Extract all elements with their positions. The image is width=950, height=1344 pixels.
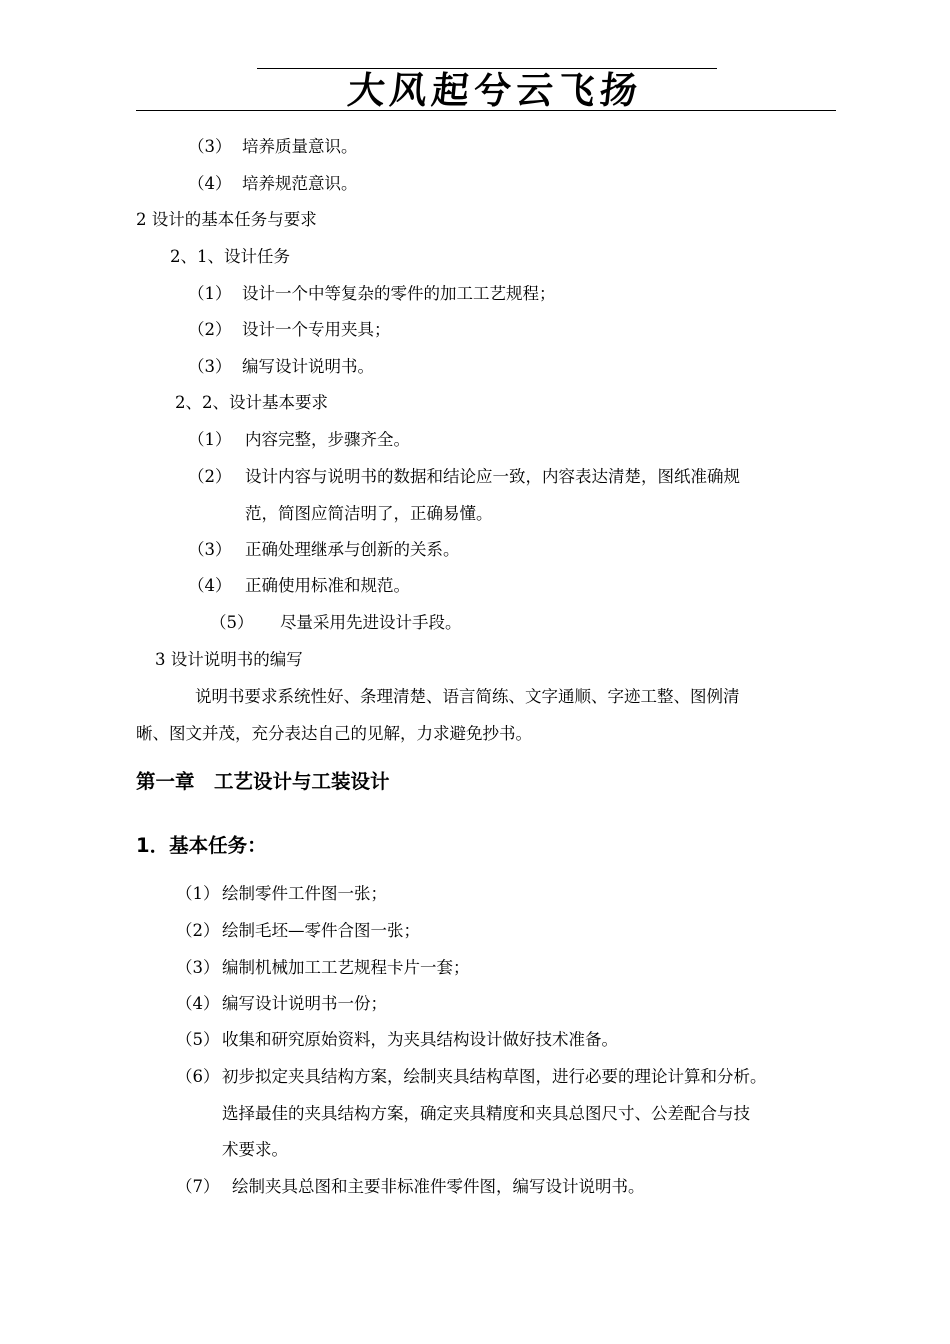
chapter-item-num: （5） (176, 1030, 220, 1049)
section3-paragraph-line1: 说明书要求系统性好、条理清楚、语言简练、文字通顺、字迹工整、图例清 (195, 687, 740, 706)
section3-paragraph-line2: 晰、图文并茂，充分表达自己的见解，力求避免抄书。 (136, 724, 532, 743)
chapter-item-text: 绘制毛坯—零件合图一张； (222, 921, 420, 940)
intro-item-text: 培养规范意识。 (242, 174, 358, 193)
req-item-text: 设计内容与说明书的数据和结论应一致，内容表达清楚，图纸准确规 (245, 467, 740, 486)
chapter-item-num: （4） (176, 994, 220, 1013)
req-item-num: （1） (188, 430, 232, 449)
req-item-num: （5） (210, 613, 254, 632)
intro-item-text: 培养质量意识。 (242, 137, 358, 156)
chapter-item-num: （3） (176, 958, 220, 977)
chapter-item-num: （2） (176, 921, 220, 940)
chapter-item-num: （1） (176, 884, 220, 903)
section2-title: 2 设计的基本任务与要求 (136, 210, 317, 229)
chapter-item-continuation: 术要求。 (222, 1140, 288, 1159)
section2-sub2-title: 2、2、设计基本要求 (175, 393, 328, 412)
header-banner: 大风起兮云飞扬 (345, 68, 645, 112)
chapter-subtitle: 1．基本任务： (136, 834, 267, 857)
req-item-continuation: 范，简图应简洁明了，正确易懂。 (245, 504, 493, 523)
chapter-title: 第一章 工艺设计与工装设计 (136, 770, 390, 793)
task-item-text: 设计一个中等复杂的零件的加工工艺规程； (242, 284, 556, 303)
section3-title: 3 设计说明书的编写 (155, 650, 303, 669)
req-item-num: （2） (188, 467, 232, 486)
chapter-item-num: （6） (176, 1067, 220, 1086)
chapter-item-text: 编写设计说明书一份； (222, 994, 387, 1013)
task-item-num: （2） (188, 320, 232, 339)
chapter-item-text: 初步拟定夹具结构方案，绘制夹具结构草图，进行必要的理论计算和分析。 (222, 1067, 767, 1086)
task-item-text: 编写设计说明书。 (242, 357, 374, 376)
section2-sub1-title: 2、1、设计任务 (170, 247, 290, 266)
req-item-text: 内容完整，步骤齐全。 (245, 430, 410, 449)
task-item-num: （3） (188, 357, 232, 376)
req-item-num: （3） (188, 540, 232, 559)
chapter-item-text: 绘制零件工件图一张； (222, 884, 387, 903)
task-item-num: （1） (188, 284, 232, 303)
chapter-item-text: 绘制夹具总图和主要非标准件零件图，编写设计说明书。 (232, 1177, 645, 1196)
chapter-item-num: （7） (176, 1177, 220, 1196)
header-bottom-rule (136, 110, 836, 111)
task-item-text: 设计一个专用夹具； (242, 320, 391, 339)
req-item-text: 尽量采用先进设计手段。 (280, 613, 462, 632)
chapter-item-continuation: 选择最佳的夹具结构方案，确定夹具精度和夹具总图尺寸、公差配合与技 (222, 1104, 750, 1123)
intro-item-num: （4） (188, 174, 232, 193)
intro-item-num: （3） (188, 137, 232, 156)
req-item-text: 正确使用标准和规范。 (245, 576, 410, 595)
chapter-item-text: 编制机械加工工艺规程卡片一套； (222, 958, 470, 977)
req-item-num: （4） (188, 576, 232, 595)
chapter-item-text: 收集和研究原始资料，为夹具结构设计做好技术准备。 (222, 1030, 618, 1049)
req-item-text: 正确处理继承与创新的关系。 (245, 540, 460, 559)
